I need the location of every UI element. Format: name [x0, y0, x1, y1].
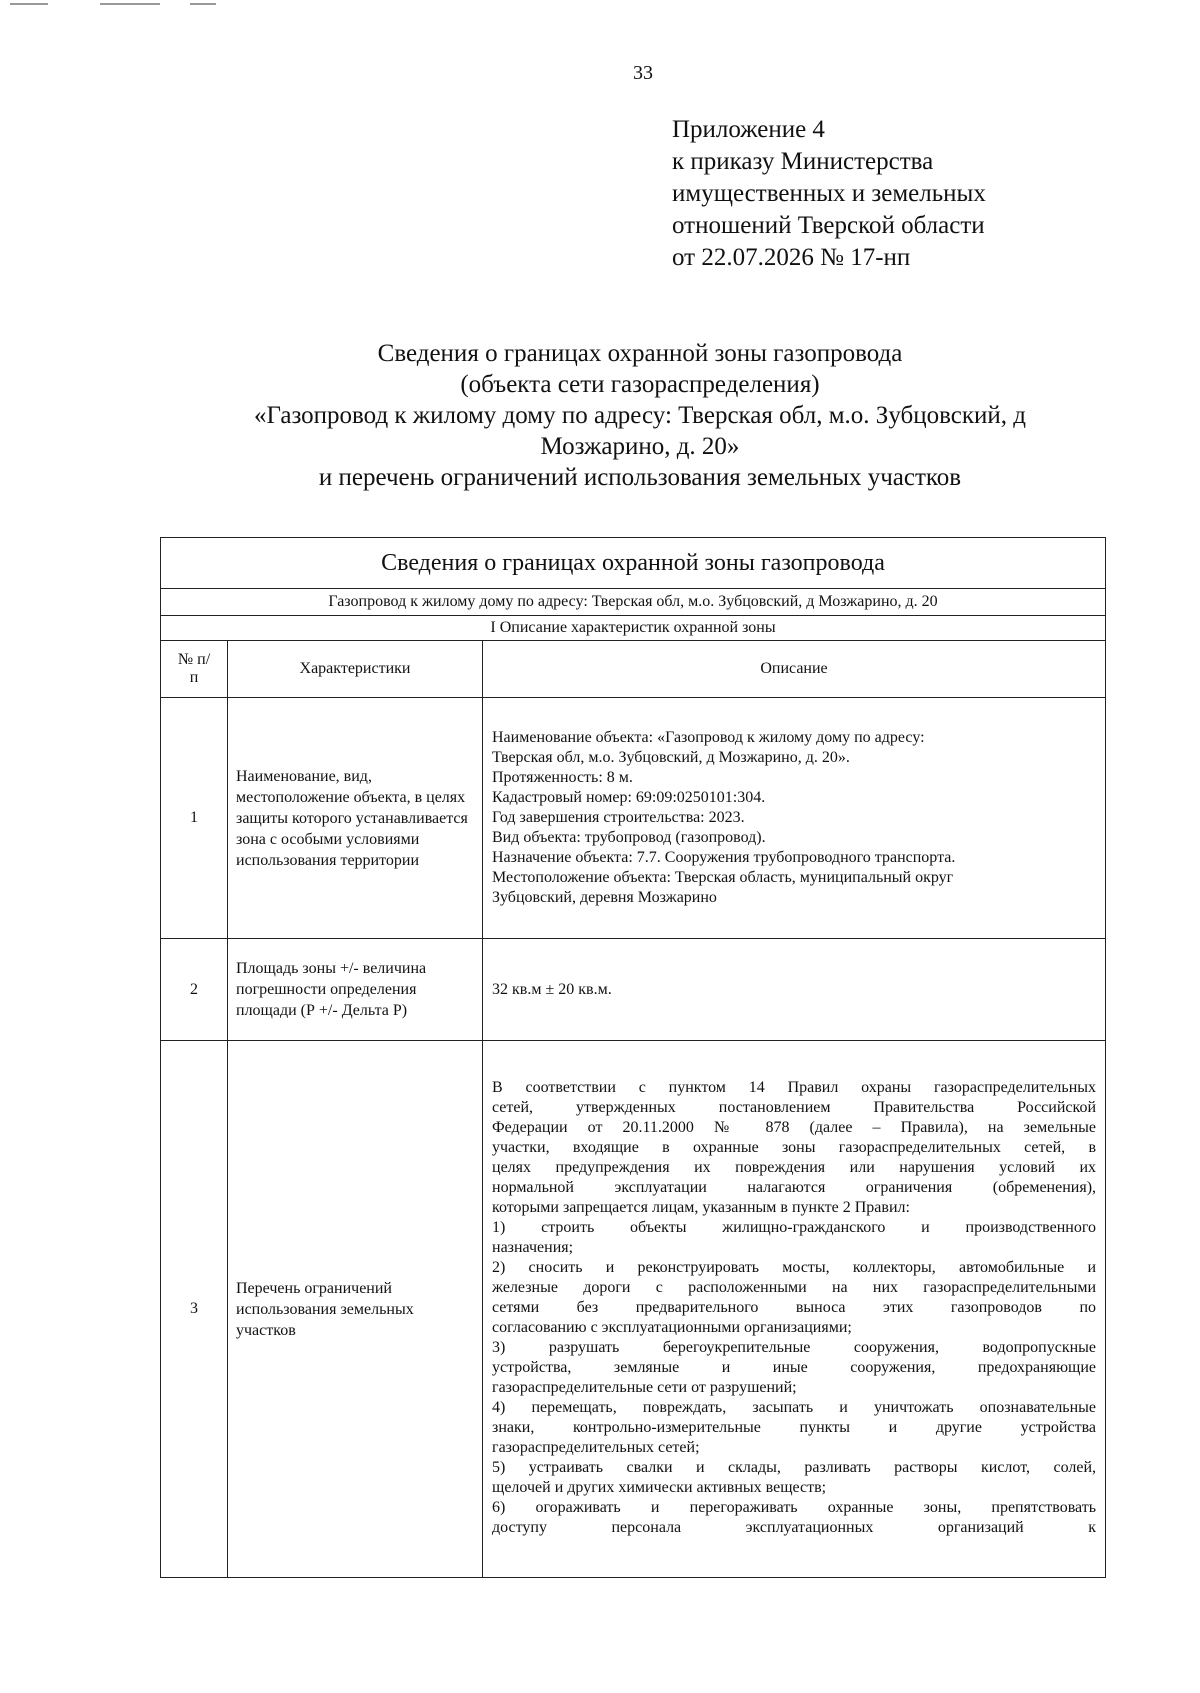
description-line: Зубцовский, деревня Мозжарино [492, 889, 717, 906]
header-num: № п/п [161, 641, 228, 698]
description-line: знаки, контрольно-измерительные пункты и другие устройства [492, 1419, 1097, 1436]
table-row [161, 698, 1106, 939]
description-line: Год завершения строительства: 2023. [492, 809, 745, 826]
description-line: 3) разрушать берегоукрепительные сооружения, водопропускные [492, 1339, 1097, 1356]
scan-artifact [190, 3, 216, 5]
document-title [190, 338, 1090, 493]
description-line: 32 кв.м ± 20 кв.м. [492, 980, 612, 998]
title-line: Мозжарино, д. 20» [540, 433, 740, 460]
description-line: Тверская обл, м.о. Зубцовский, д Мозжарино, д. 20». [492, 749, 850, 766]
row-description [483, 698, 1106, 939]
appendix-line: имущественных и земельных [672, 180, 986, 207]
description-line: согласованию с эксплуатационными организациями; [492, 1319, 852, 1336]
row-number: 1 [161, 698, 228, 939]
description-line: 6) огораживать и перегораживать охранные зоны, препятствовать [492, 1499, 1097, 1516]
description-line: нормальной эксплуатации налагаются ограничения (обременения), [492, 1179, 1097, 1196]
description-line: Федерации от 20.11.2000 № 878 (далее – Правила), на земельные [492, 1119, 1097, 1136]
protection-zone-table [160, 537, 1106, 1578]
title-line: и перечень ограничений использования земельных участков [318, 464, 962, 491]
description-line: железные дороги с расположенными на них газораспределительными [492, 1279, 1097, 1296]
description-line: 1) строить объекты жилищно-гражданского и производственного [492, 1219, 1097, 1236]
title-line: «Газопровод к жилому дому по адресу: Тверская обл, м.о. Зубцовский, д [254, 402, 1026, 429]
row-characteristic: Площадь зоны +/- величина погрешности определения площади (Р +/- Дельта Р) [228, 939, 483, 1041]
title-line: Сведения о границах охранной зоны газопровода [377, 340, 903, 367]
description-line: Местоположение объекта: Тверская область, муниципальный округ [492, 869, 954, 886]
description-line: Вид объекта: трубопровод (газопровод). [492, 829, 766, 846]
scan-artifact [100, 3, 160, 5]
table-row [161, 939, 1106, 1041]
description-line: 5) устраивать свалки и склады, разливать растворы кислот, солей, [492, 1459, 1097, 1476]
title-line: (объекта сети газораспределения) [460, 371, 820, 398]
header-description: Описание [483, 641, 1106, 698]
page-number: 33 [633, 62, 653, 84]
table-header-row [161, 641, 1106, 698]
row-description [483, 939, 1106, 1041]
description-line: назначения; [492, 1239, 574, 1256]
description-line: Кадастровый номер: 69:09:0250101:304. [492, 789, 766, 806]
description-line: сетей, утвержденных постановлением Правительства Российской [492, 1099, 1097, 1116]
description-line: щелочей и других химически активных веществ; [492, 1479, 827, 1496]
description-line: Назначение объекта: 7.7. Сооружения трубопроводного транспорта. [492, 849, 956, 866]
appendix-line: Приложение 4 [672, 116, 825, 143]
row-description [483, 1041, 1106, 1578]
row-number: 3 [161, 1041, 228, 1578]
appendix-line: отношений Тверской области [672, 212, 985, 239]
appendix-line: к приказу Министерства [672, 148, 934, 175]
table-subtitle: Газопровод к жилому дому по адресу: Тверская обл, м.о. Зубцовский, д Мозжарино, д. 20 [161, 589, 1106, 616]
row-characteristic: Перечень ограничений использования земельных участков [228, 1041, 483, 1578]
description-line: сетями без предварительного выноса этих газопроводов по [492, 1299, 1097, 1316]
table-row [161, 1041, 1106, 1578]
row-characteristic: Наименование, вид, местоположение объекта, в целях защиты которого устанавливается зона с особыми условиями использования территории [228, 698, 483, 939]
description-line: участки, входящие в охранные зоны газораспределительных сетей, в [492, 1139, 1097, 1156]
description-line: доступу персонала эксплуатационных организаций к [492, 1519, 1097, 1536]
table-section-heading: I Описание характеристик охранной зоны [161, 616, 1106, 641]
description-line: газораспределительных сетей; [492, 1439, 700, 1456]
appendix-line: от 22.07.2026 № 17-нп [672, 244, 911, 271]
row-number: 2 [161, 939, 228, 1041]
header-characteristic: Характеристики [228, 641, 483, 698]
description-line: 4) перемещать, повреждать, засыпать и уничтожать опознавательные [492, 1399, 1097, 1416]
description-line: которыми запрещается лицам, указанным в пункте 2 Правил: [492, 1199, 910, 1216]
scan-artifact [10, 3, 48, 5]
appendix-block [672, 114, 986, 274]
description-line: устройства, земляные и иные сооружения, предохраняющие [492, 1359, 1097, 1376]
description-line: Протяженность: 8 м. [492, 769, 633, 786]
description-line: газораспределительные сети от разрушений; [492, 1379, 797, 1396]
table-title: Сведения о границах охранной зоны газопровода [161, 538, 1106, 589]
description-line: 2) сносить и реконструировать мосты, коллекторы, автомобильные и [492, 1259, 1097, 1276]
description-line: В соответствии с пунктом 14 Правил охраны газораспределительных [492, 1079, 1097, 1096]
description-line: Наименование объекта: «Газопровод к жилому дому по адресу: [492, 729, 925, 746]
description-line: целях предупреждения их повреждения или нарушения условий их [492, 1159, 1097, 1176]
